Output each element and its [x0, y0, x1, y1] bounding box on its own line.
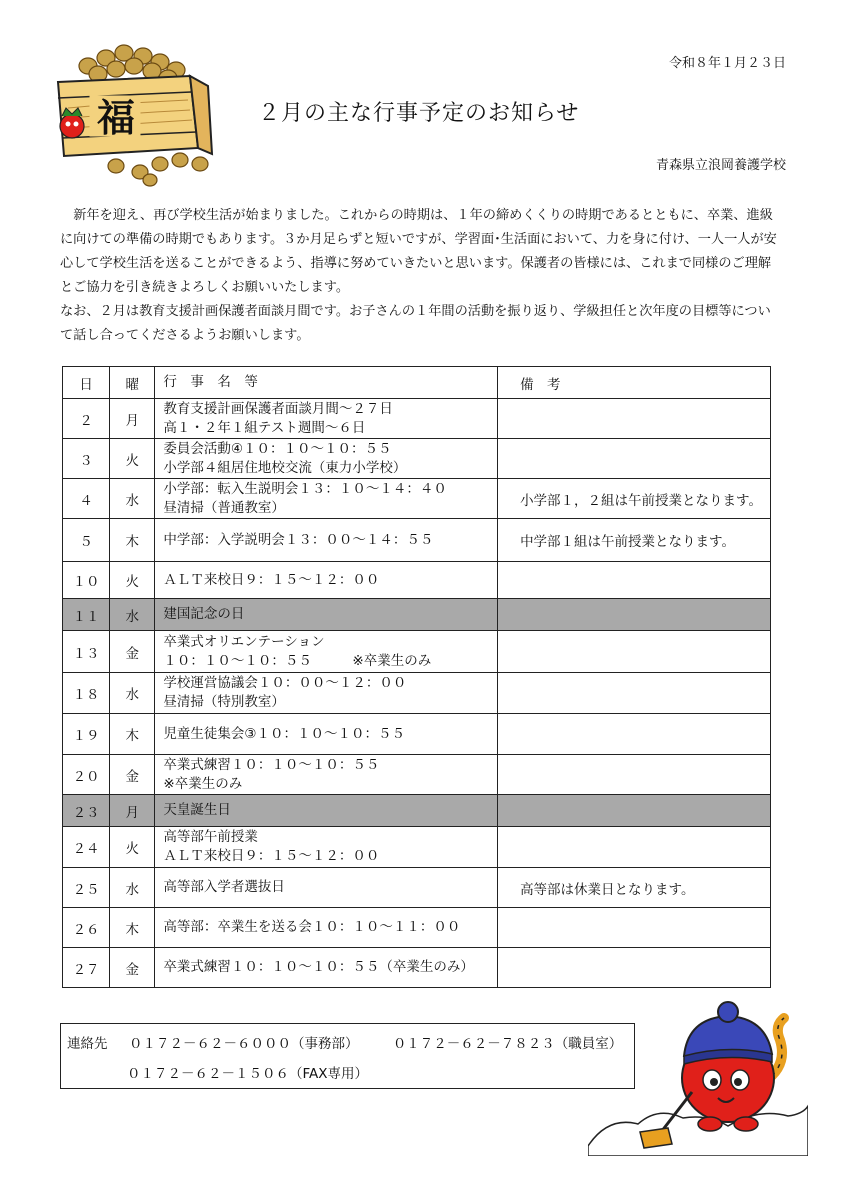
cell-event: [155, 908, 498, 948]
cell-weekday: 火: [110, 562, 155, 599]
phone-staff-room: ０１７２－６２－７８２３（職員室）: [392, 1036, 623, 1052]
cell-weekday: 火: [110, 439, 155, 479]
header-weekday: 曜: [110, 367, 155, 399]
table-row: [63, 599, 771, 631]
cell-note: [498, 631, 771, 673]
mascot-illustration: [588, 996, 808, 1156]
intro-paragraph-1: 新年を迎え、再び学校生活が始まりました。これからの時期は、１年の締めくくりの時期であるとともに、卒業、進級に向けての準備の時期でもあります。３か月足らずと短いですが、学習面･生活面において、力を身に付け、一人一人が安心して学校生活を送ることができるよう、指導に努めていきたいと思います。保護者の皆様には、これまで同様のご理解とご協力を引き続きよろしくお願いいたします。: [60, 208, 777, 295]
cell-event: [155, 631, 498, 673]
cell-weekday: 水: [110, 479, 155, 519]
event-line: 委員会活動④１０：１０～１０：５５: [163, 440, 392, 457]
fax-number: ０１７２－６２－１５０６（FAX専用）: [127, 1066, 369, 1082]
event-line: 昼清掃（普通教室）: [163, 499, 285, 516]
cell-weekday: 火: [110, 827, 155, 868]
cell-event: [155, 827, 498, 868]
cell-day: ２５: [63, 868, 110, 908]
event-line: 建国記念の日: [163, 606, 245, 622]
cell-day: ２６: [63, 908, 110, 948]
event-line: ＡＬＴ来校日９：１５～１２：００: [163, 571, 380, 588]
header-note: 備 考: [498, 367, 771, 399]
header-event: 行 事 名 等: [155, 367, 498, 399]
table-row: [63, 631, 771, 673]
table-row: [63, 948, 771, 988]
intro-paragraph-2: なお、２月は教育支援計画保護者面談月間です。お子さんの１年間の活動を振り返り、学級担任と次年度の目標等について話し合ってくださるようお願いします。: [60, 304, 771, 343]
cell-day: ２０: [63, 755, 110, 795]
table-row: [63, 795, 771, 827]
table-row: [63, 868, 771, 908]
school-name: 青森県立浪岡養護学校: [655, 158, 786, 173]
table-header-row: [63, 367, 771, 399]
cell-event: [155, 519, 498, 562]
header-day: 日: [63, 367, 110, 399]
event-line: 学校運営協議会１０：００～１２：００: [163, 675, 407, 691]
event-line: 卒業式練習１０：１０～１０：５５: [163, 756, 380, 773]
event-line: 卒業式練習１０：１０～１０：５５（卒業生のみ）: [163, 959, 474, 975]
cell-day: ５: [63, 519, 110, 562]
bean-box-illustration: [48, 38, 218, 188]
cell-note: [498, 795, 771, 827]
cell-event: [155, 673, 498, 714]
cell-weekday: 水: [110, 673, 155, 714]
cell-event: [155, 479, 498, 519]
event-line: 高等部：卒業生を送る会１０：１０～１１：００: [163, 919, 461, 935]
event-line: 教育支援計画保護者面談月間～２７日: [163, 400, 393, 417]
event-line: １０：１０～１０：５５ ※卒業生のみ: [163, 652, 432, 669]
cell-note: [498, 755, 771, 795]
cell-day: ３: [63, 439, 110, 479]
cell-weekday: 木: [110, 519, 155, 562]
cell-note: [498, 908, 771, 948]
cell-event: [155, 948, 498, 988]
event-line: ＡＬＴ来校日９：１５～１２：００: [163, 848, 380, 864]
cell-note: [498, 714, 771, 755]
cell-weekday: 木: [110, 714, 155, 755]
table-row: [63, 479, 771, 519]
event-line: 中学部：入学説明会１３：００～１４：５５: [163, 531, 434, 548]
event-line: 小学部４組居住地校交流（東力小学校）: [163, 459, 407, 476]
table-row: [63, 714, 771, 755]
table-row: [63, 908, 771, 948]
table-row: [63, 755, 771, 795]
cell-day: ２: [63, 399, 110, 439]
cell-weekday: 月: [110, 399, 155, 439]
cell-weekday: 水: [110, 599, 155, 631]
cell-weekday: 金: [110, 631, 155, 673]
table-row: [63, 827, 771, 868]
cell-note: [498, 399, 771, 439]
phone-office: ０１７２－６２－６０００（事務部）: [128, 1036, 359, 1052]
schedule-table: [62, 366, 771, 988]
cell-event: [155, 755, 498, 795]
event-line: ※卒業生のみ: [163, 775, 243, 792]
cell-day: ２３: [63, 795, 110, 827]
cell-note: [498, 948, 771, 988]
cell-day: ２４: [63, 827, 110, 868]
cell-weekday: 金: [110, 755, 155, 795]
cell-note: 小学部１，２組は午前授業となります。: [498, 479, 771, 519]
intro-text: [60, 204, 780, 348]
page-title: ２月の主な行事予定のお知らせ: [258, 101, 580, 126]
cell-event: [155, 868, 498, 908]
table-row: [63, 439, 771, 479]
cell-note: [498, 562, 771, 599]
svg-text:福: 福: [96, 95, 136, 140]
cell-weekday: 水: [110, 868, 155, 908]
event-line: 昼清掃（特別教室）: [163, 694, 285, 710]
cell-day: １８: [63, 673, 110, 714]
event-line: 天皇誕生日: [163, 802, 231, 818]
event-line: 高等部入学者選抜日: [163, 879, 285, 895]
cell-event: [155, 714, 498, 755]
issue-date: 令和８年１月２３日: [668, 56, 786, 71]
cell-weekday: 木: [110, 908, 155, 948]
cell-day: １１: [63, 599, 110, 631]
contact-label: 連絡先: [67, 1036, 108, 1052]
cell-event: [155, 599, 498, 631]
cell-day: １０: [63, 562, 110, 599]
cell-day: ２７: [63, 948, 110, 988]
cell-event: [155, 795, 498, 827]
cell-day: １３: [63, 631, 110, 673]
cell-note: [498, 599, 771, 631]
event-line: 児童生徒集会③１０：１０～１０：５５: [163, 725, 406, 742]
cell-event: [155, 399, 498, 439]
table-row: [63, 399, 771, 439]
event-line: 卒業式オリエンテーション: [163, 633, 325, 650]
table-row: [63, 673, 771, 714]
cell-weekday: 月: [110, 795, 155, 827]
cell-note: 中学部１組は午前授業となります。: [498, 519, 771, 562]
cell-event: [155, 562, 498, 599]
contact-line-1: [67, 1032, 622, 1052]
contact-box: [60, 1023, 635, 1089]
cell-note: [498, 827, 771, 868]
contact-line-2: [127, 1062, 368, 1082]
event-line: 高等部午前授業: [163, 829, 258, 845]
table-row: [63, 519, 771, 562]
cell-note: [498, 673, 771, 714]
cell-day: ４: [63, 479, 110, 519]
cell-day: １９: [63, 714, 110, 755]
cell-note: 高等部は休業日となります。: [498, 868, 771, 908]
event-line: 小学部：転入生説明会１３：１０～１４：４０: [163, 480, 447, 497]
table-row: [63, 562, 771, 599]
cell-event: [155, 439, 498, 479]
cell-weekday: 金: [110, 948, 155, 988]
cell-note: [498, 439, 771, 479]
event-line: 高１・２年１組テスト週間～６日: [163, 419, 366, 436]
